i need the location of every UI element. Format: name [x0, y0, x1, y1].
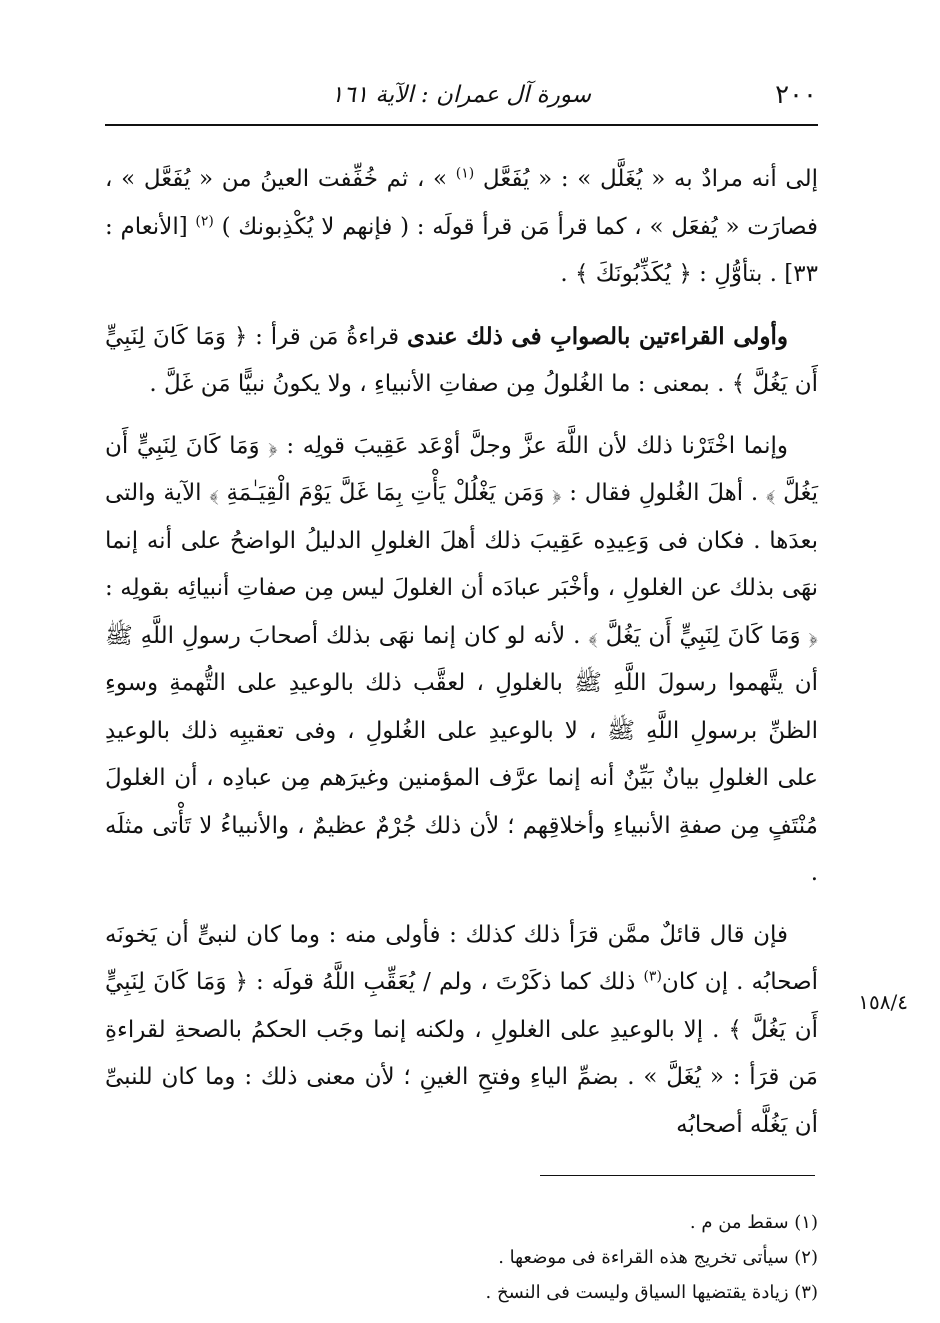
paragraph-1	[105, 156, 818, 299]
paragraph-2	[105, 313, 818, 409]
page-header	[105, 78, 817, 112]
footnote-marker-3: (٣)	[643, 968, 662, 985]
paragraph-4	[105, 912, 818, 1150]
paragraph-4-text-b: ذلك كما ذكَرْتَ ، ولم / يُعَقِّبِ اللَّهُ قولَه : ﴿ وَمَا كَانَ لِنَبِيٍّ أَن يَغُلَّ ﴾ . إلا بالوعيدِ على الغلولِ ، ولكنه إنما وجَب الحكمُ بالصحةِ لقراءةِ مَن قرَأ : « يُغَلَّ » . بضمِّ الياءِ وفتحِ الغينِ ؛ لأن معنى ذلك : وما كان للنبىِّ أن يَغُلَّه أصحابُه	[105, 969, 818, 1138]
footnote-3: (٣) زيادة يقتضيها السياق وليست فى النسخ .	[485, 1282, 818, 1303]
paragraph-1-text-b: » ، ثم خُفِّفت العينُ من « يُفَعَّل » ، فصارَت « يُفعَل » ، كما قرأ مَن قرأ قولَه : ( فإنهم لا يُكْذِبونك )	[105, 166, 818, 240]
paragraph-4-text-a: فإن قال قائلٌ ممَّن قرَأ ذلك كذلك : فأولى منه : وما كان لنبىٍّ أن يَخونَه أصحابُه . إن كان	[105, 921, 818, 995]
paragraph-1-text-a: إلى أنه مرادٌ به « يُغَلَّل » : « يُفَعَّل	[474, 166, 818, 192]
page-number: ٢٠٠	[775, 80, 817, 110]
footnote-marker-2: (٢)	[195, 212, 214, 229]
paragraph-2-text: قراءةُ مَن قرأ : ﴿ وَمَا كَانَ لِنَبِيٍّ أَن يَغُلَّ ﴾ . بمعنى : ما الغُلولُ مِن صفاتِ الأنبياءِ ، ولا يكونُ نبيًّا مَن غَلَّ .	[105, 323, 818, 397]
paragraph-1-text-c: [الأنعام : ٣٣] . بتأوُّلِ : ﴿ يُكَذِّبُونَكَ ﴾ .	[105, 213, 818, 287]
margin-reference: ١٥٨/٤	[858, 990, 908, 1014]
main-text	[105, 156, 818, 1163]
footnote-marker-1: (١)	[455, 165, 475, 182]
paragraph-2-bold-lead: وأولى القراءتين بالصوابِ فى ذلك عندى	[407, 322, 789, 350]
footnote-divider	[540, 1175, 815, 1176]
paragraph-3	[105, 423, 818, 898]
running-title: سورة آل عمران : الآية ١٦١	[330, 82, 591, 108]
footnotes	[105, 1205, 818, 1310]
footnote-2: (٢) سيأتى تخريج هذه القراءة فى موضعها .	[498, 1247, 818, 1268]
footnote-1: (١) سقط من م .	[689, 1212, 818, 1233]
paragraph-3-text: وإنما اخْتَرْنا ذلك لأن اللَّهَ عزَّ وجلَّ أوْعَد عَقِيبَ قولِه : ﴿ وَمَا كَانَ لِنَبِيٍّ أَن يَغُلَّ ﴾ . أهلَ الغُلولِ فقال : ﴿ وَمَن يَغْلُلْ يَأْتِ بِمَا غَلَّ يَوْمَ الْقِيَـٰمَةِ ﴾ الآية والتى بعدَها . فكان فى وَعِيدِه عَقِيبَ ذلك أهلَ الغلولِ الدليلُ الواضحُ على أنه إنما نهَى بذلك عن الغلولِ ، وأخْبَر عبادَه أن الغلولَ ليس مِن صفاتِ أنبيائِه بقولِه : ﴿ وَمَا كَانَ لِنَبِيٍّ أَن يَغُلَّ ﴾ . لأنه لو كان إنما نهَى بذلك أصحابَ رسولِ اللَّهِ ﷺ أن يتَّهموا رسولَ اللَّهِ ﷺ بالغلولِ ، لعقَّب ذلك بالوعيدِ على التُّهمةِ وسوءِ الظنِّ برسولِ اللَّهِ ﷺ ، لا بالوعيدِ على الغُلولِ ، وفى تعقيبِه ذلك بالوعيدِ على الغلولِ بيانٌ بَيِّنٌ أنه إنما عرَّف المؤمنين وغيرَهم مِن عبادِه ، أن الغلولَ مُنْتَفٍ مِن صفةِ الأنبياءِ وأخلاقِهم ؛ لأن ذلك جُرْمٌ عظيمٌ ، والأنبياءُ لا تَأْتى مثلَه .	[105, 432, 819, 886]
header-divider	[105, 124, 818, 126]
